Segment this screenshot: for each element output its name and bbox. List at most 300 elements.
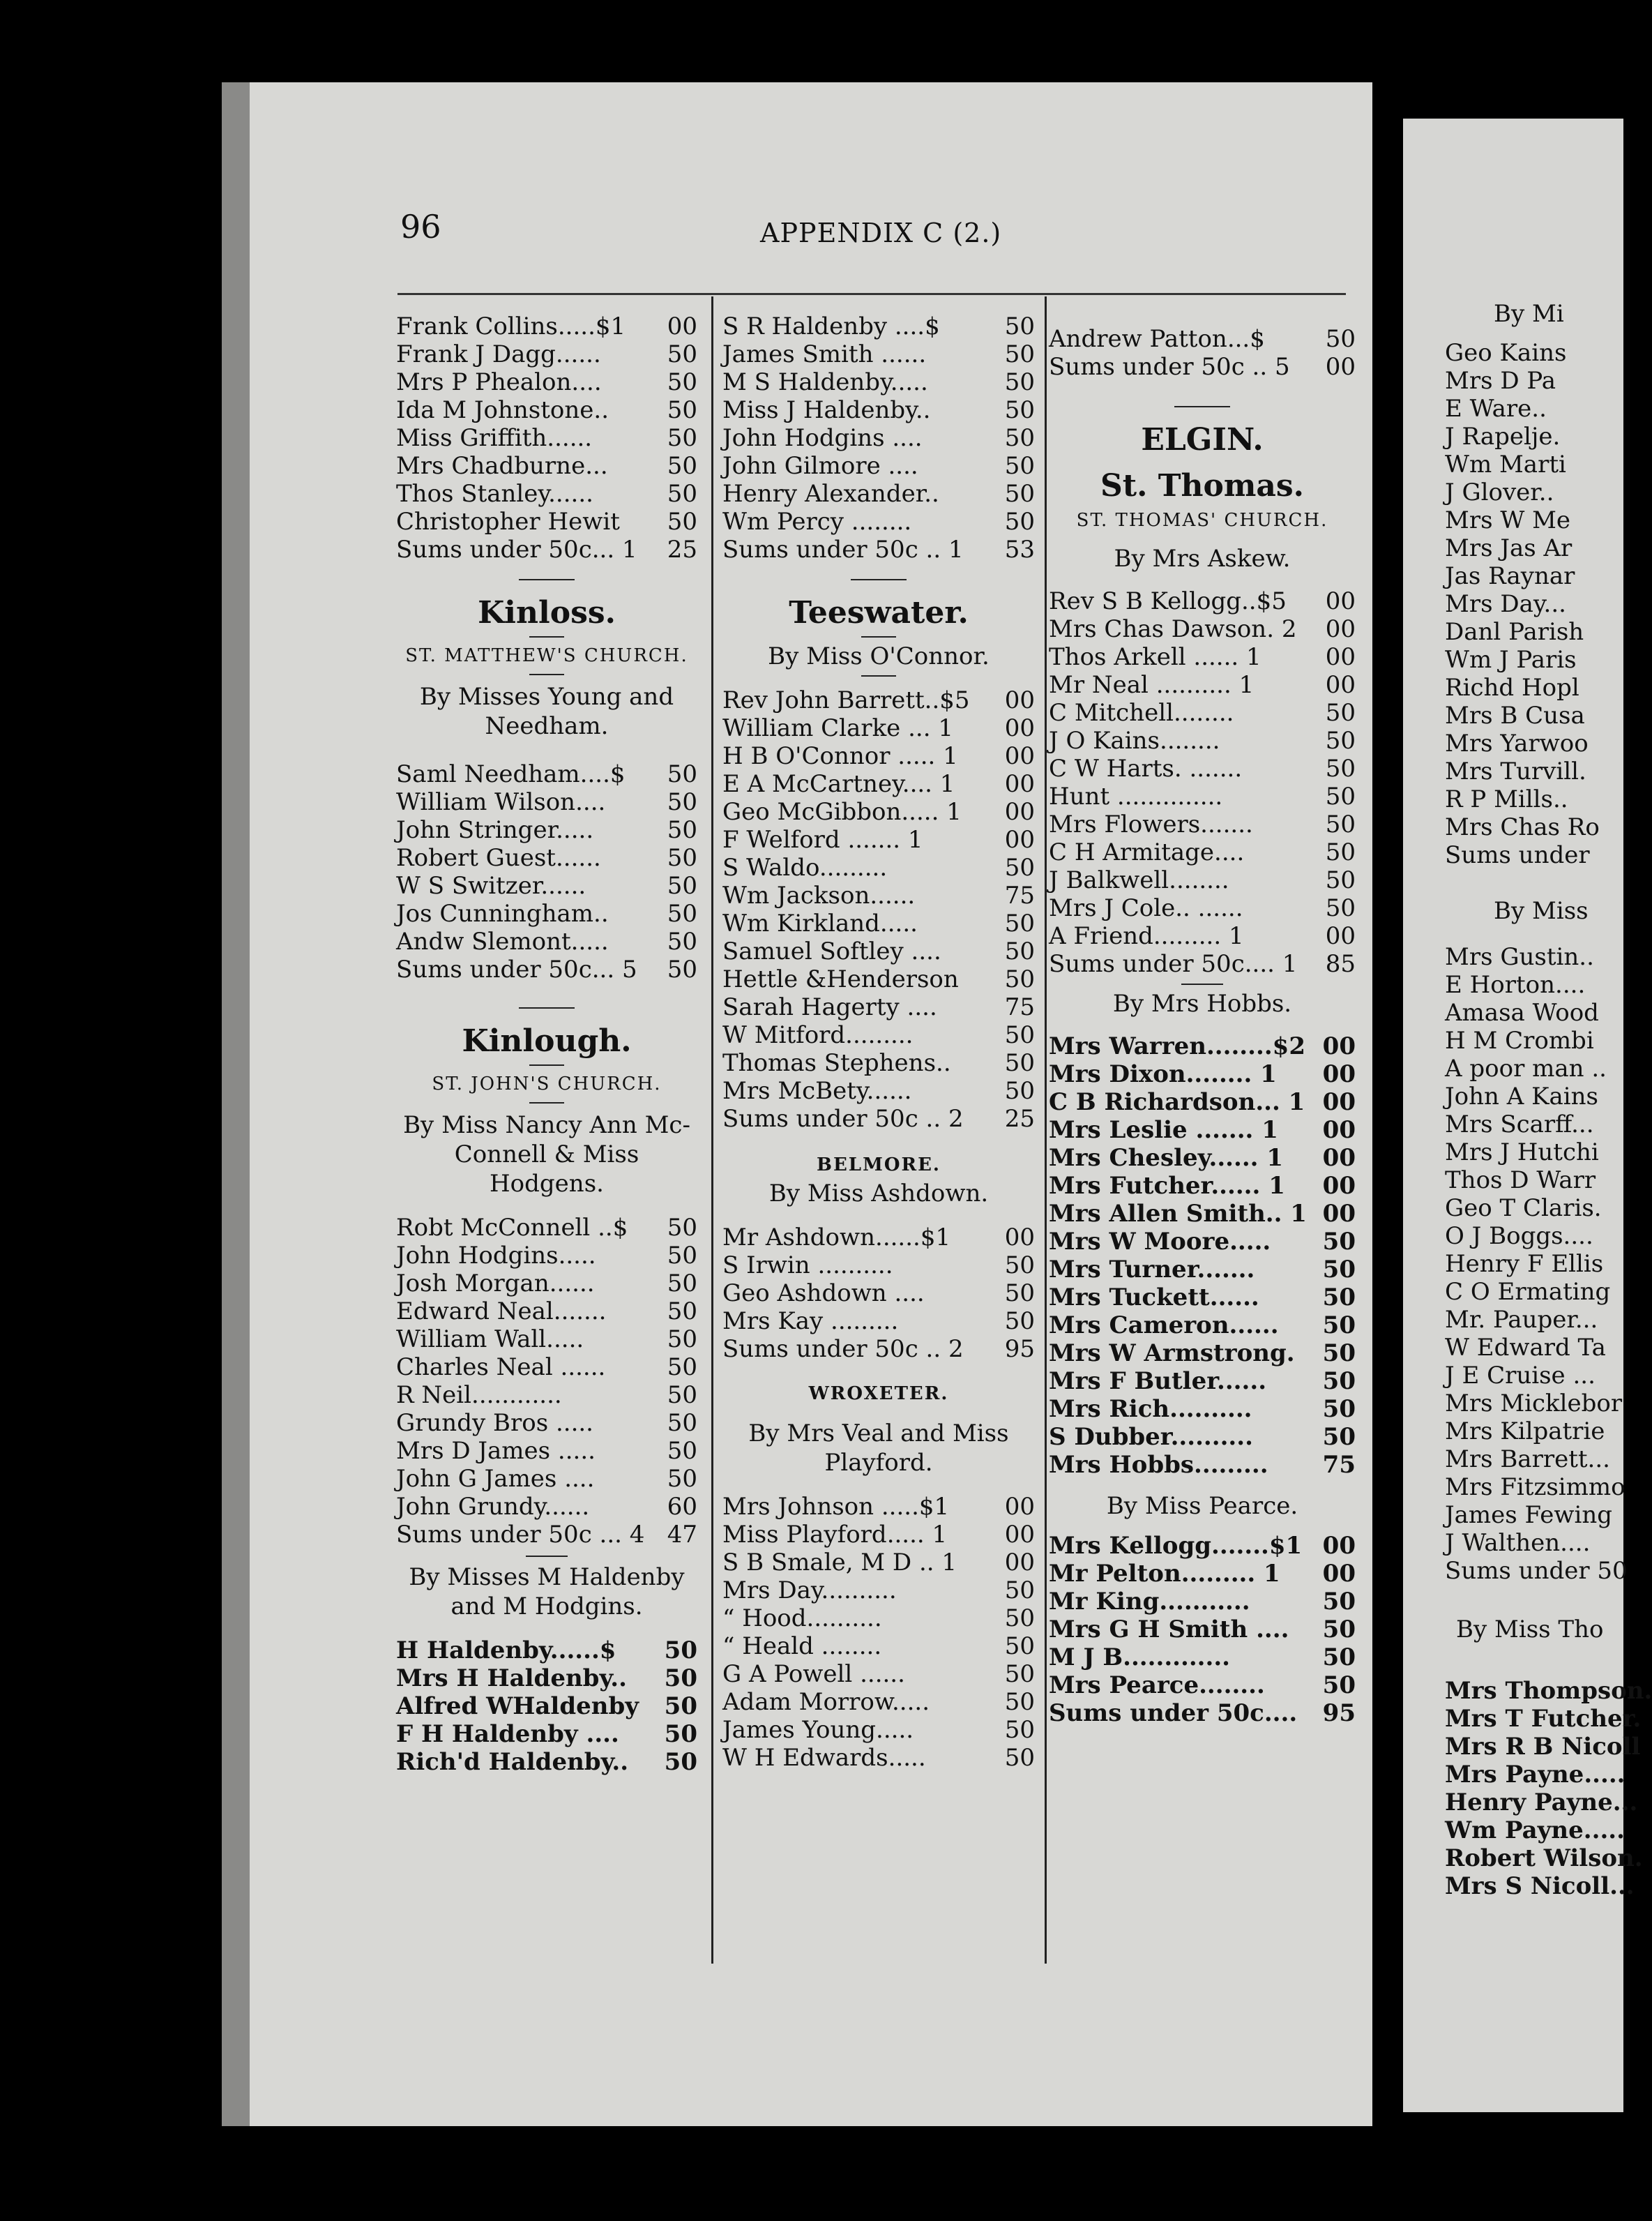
entry-amount: 50	[667, 424, 697, 452]
entry-name: R P Mills..	[1445, 785, 1568, 813]
entry-name: Mrs Warren........$2	[1049, 1032, 1305, 1060]
entry-name: John Stringer.....	[396, 816, 594, 844]
entry-amount: 50	[667, 956, 697, 984]
entry-amount: 50	[1325, 727, 1356, 755]
section-title: Kinlough.	[462, 1023, 632, 1059]
entry-row	[722, 368, 1035, 396]
column-1	[396, 313, 697, 1776]
entry-row	[396, 508, 697, 536]
entry-amount: 50	[1325, 838, 1356, 866]
entry-amount: 00	[1004, 1549, 1035, 1576]
entry-row	[722, 424, 1035, 452]
entry-amount: 00	[1004, 826, 1035, 854]
entry-name: “ Hood..........	[722, 1604, 882, 1632]
entry-name: Jos Cunningham..	[396, 900, 609, 928]
entry-name: Sums under 50c....	[1049, 1699, 1298, 1727]
entry-row	[396, 1748, 697, 1776]
entry-name: John A Kains	[1445, 1083, 1598, 1110]
entry-row	[1049, 950, 1356, 978]
entry-name: Mrs J Hutchi	[1445, 1138, 1599, 1166]
entry-row	[722, 1251, 1035, 1279]
entry-amount: 00	[1004, 714, 1035, 742]
entry-name: Sums under 50	[1445, 1557, 1628, 1585]
entry-name: Mrs Johnson .....$1	[722, 1493, 950, 1521]
entry-amount: 00	[1325, 615, 1356, 643]
entry-amount: 50	[1325, 325, 1356, 353]
entry-row	[396, 928, 697, 956]
entry-name: Sums under 50c .. 1	[722, 536, 964, 564]
entry-name: Mr Pelton......... 1	[1049, 1560, 1280, 1588]
entry-row	[396, 1636, 697, 1664]
entry-name: Sums under 50c ... 4	[396, 1521, 645, 1549]
entry-amount: 00	[1004, 1224, 1035, 1251]
entry-row	[396, 1353, 697, 1381]
entry-row	[1049, 1339, 1356, 1367]
section-title: St. Thomas.	[1100, 468, 1304, 504]
entry-row	[1049, 1395, 1356, 1423]
entry-row	[722, 910, 1035, 938]
entry-row	[722, 714, 1035, 742]
collector-line: By Misses Young and Needham.	[419, 683, 674, 740]
section-title: Teeswater.	[789, 595, 969, 631]
entry-name: C W Harts. .......	[1049, 755, 1243, 783]
entry-name: S Dubber..........	[1049, 1423, 1253, 1451]
entry-amount: 00	[1322, 1032, 1356, 1060]
entry-name: Thos Stanley......	[396, 480, 593, 508]
entry-name: Mrs Tuckett......	[1049, 1283, 1259, 1311]
entry-row	[1049, 615, 1356, 643]
entry-name: Mrs Gustin..	[1445, 943, 1594, 971]
entry-row	[396, 816, 697, 844]
entry-name: Jas Raynar	[1445, 562, 1575, 590]
entry-name: W Edward Ta	[1445, 1334, 1606, 1362]
entry-row	[1049, 1588, 1356, 1616]
entry-name: Mrs Scarff...	[1445, 1110, 1594, 1138]
entry-row	[396, 1465, 697, 1493]
entry-amount: 50	[1004, 1604, 1035, 1632]
entry-amount: 50	[667, 508, 697, 536]
entry-row	[1049, 1032, 1356, 1060]
entry-row	[396, 1214, 697, 1242]
entry-name: Charles Neal ......	[396, 1353, 606, 1381]
entry-name: E Ware..	[1445, 395, 1547, 423]
entry-row	[722, 1077, 1035, 1105]
entry-amount: 50	[667, 1242, 697, 1270]
entry-name: Mrs Yarwoo	[1445, 730, 1589, 758]
entry-row	[722, 798, 1035, 826]
collector-line: By Miss Tho	[1456, 1616, 1604, 1643]
entry-amount: 50	[667, 1465, 697, 1493]
entry-amount: 50	[667, 872, 697, 900]
entry-amount: 50	[1004, 1251, 1035, 1279]
entry-amount: 00	[1004, 1493, 1035, 1521]
entry-name: Mrs Flowers.......	[1049, 811, 1253, 838]
entry-name: Mrs Pearce........	[1049, 1671, 1265, 1699]
entry-amount: 00	[1322, 1060, 1356, 1088]
entry-name: J O Kains........	[1049, 727, 1220, 755]
collector-line: By Mrs Hobbs.	[1112, 990, 1292, 1018]
county-title: ELGIN.	[1141, 422, 1264, 458]
entry-name: Geo T Claris.	[1445, 1194, 1602, 1222]
entry-name: Mrs D Pa	[1445, 367, 1556, 395]
entry-amount: 50	[1004, 368, 1035, 396]
entry-name: John Grundy......	[396, 1493, 590, 1521]
entry-row	[722, 686, 1035, 714]
entry-row	[1049, 353, 1356, 381]
section-title: BELMORE.	[817, 1154, 941, 1175]
entry-row	[722, 452, 1035, 480]
entry-name: S B Smale, M D .. 1	[722, 1549, 957, 1576]
entry-amount: 00	[1325, 587, 1356, 615]
entry-row	[722, 1660, 1035, 1688]
entry-name: R Neil............	[396, 1381, 562, 1409]
entry-amount: 50	[667, 1409, 697, 1437]
entry-amount: 50	[667, 816, 697, 844]
entry-name: Mrs B Cusa	[1445, 702, 1585, 730]
entry-name: Mrs Chas Dawson. 2	[1049, 615, 1297, 643]
entry-amount: 50	[667, 1297, 697, 1325]
entry-amount: 50	[1004, 1744, 1035, 1772]
entry-row	[396, 536, 697, 564]
entry-amount: 50	[1322, 1311, 1356, 1339]
entry-name: Wm J Paris	[1445, 646, 1577, 674]
entry-amount: 50	[1004, 1049, 1035, 1077]
entry-name: W S Switzer......	[396, 872, 586, 900]
entry-row	[396, 424, 697, 452]
entry-amount: 50	[667, 1325, 697, 1353]
entry-amount: 50	[667, 1270, 697, 1297]
church-name: ST. THOMAS' CHURCH.	[1076, 510, 1328, 531]
entry-amount: 50	[1325, 755, 1356, 783]
entry-row	[1049, 1060, 1356, 1088]
entry-row	[396, 480, 697, 508]
entry-row	[1049, 811, 1356, 838]
entry-row	[1049, 922, 1356, 950]
entry-row	[1049, 1200, 1356, 1228]
entry-name: M S Haldenby.....	[722, 368, 928, 396]
entry-name: Miss Griffith......	[396, 424, 593, 452]
entry-name: Henry Alexander..	[722, 480, 939, 508]
entry-row	[722, 1716, 1035, 1744]
entry-amount: 00	[1322, 1088, 1356, 1116]
entry-row	[1049, 1671, 1356, 1699]
entry-name: Robt McConnell ..$	[396, 1214, 628, 1242]
entry-name: Josh Morgan......	[396, 1270, 595, 1297]
entry-amount: 25	[667, 536, 697, 564]
entry-name: J E Cruise ...	[1445, 1362, 1596, 1390]
entry-amount: 50	[1325, 811, 1356, 838]
entry-row	[1049, 1283, 1356, 1311]
entry-row	[396, 1521, 697, 1549]
entry-row	[396, 1437, 697, 1465]
entry-amount: 50	[1004, 1077, 1035, 1105]
entry-amount: 25	[1004, 1105, 1035, 1133]
entry-amount: 50	[1004, 1576, 1035, 1604]
entry-amount: 50	[664, 1720, 697, 1748]
entry-name: Rich'd Haldenby..	[396, 1748, 629, 1776]
entry-name: Henry F Ellis	[1445, 1250, 1604, 1278]
entry-row	[722, 770, 1035, 798]
entry-amount: 50	[1322, 1283, 1356, 1311]
column-divider	[711, 296, 713, 1964]
entry-amount: 50	[1004, 480, 1035, 508]
entry-amount: 00	[1004, 770, 1035, 798]
entry-name: Mrs R B Nicoll	[1445, 1733, 1641, 1761]
entry-name: William Wilson....	[396, 788, 606, 816]
entry-row	[1049, 587, 1356, 615]
entry-name: John Hodgins ....	[722, 424, 923, 452]
collector-line: By Miss O'Connor.	[768, 642, 990, 670]
entry-amount: 60	[667, 1493, 697, 1521]
entry-row	[1049, 1116, 1356, 1144]
entry-amount: 50	[664, 1748, 697, 1776]
entry-name: Mrs S Nicoll...	[1445, 1872, 1635, 1900]
entry-name: Mrs F Butler......	[1049, 1367, 1267, 1395]
entry-name: J Balkwell........	[1049, 866, 1229, 894]
entry-name: Samuel Softley ....	[722, 938, 941, 965]
entry-amount: 50	[1322, 1423, 1356, 1451]
entry-amount: 50	[1004, 910, 1035, 938]
entry-amount: 50	[1004, 424, 1035, 452]
entry-row	[396, 452, 697, 480]
entry-amount: 50	[1322, 1588, 1356, 1616]
entry-name: Mrs Barrett...	[1445, 1445, 1610, 1473]
entry-amount: 00	[1322, 1172, 1356, 1200]
entry-row	[722, 1279, 1035, 1307]
entry-name: Amasa Wood	[1445, 999, 1599, 1027]
entry-amount: 00	[1325, 353, 1356, 381]
entry-row	[722, 882, 1035, 910]
entry-amount: 00	[1004, 798, 1035, 826]
entry-name: John Hodgins.....	[396, 1242, 596, 1270]
entry-row	[722, 536, 1035, 564]
entry-name: O J Boggs....	[1445, 1222, 1593, 1250]
entry-row	[722, 313, 1035, 340]
entry-name: Mrs Turner.......	[1049, 1256, 1255, 1283]
entry-row	[1049, 699, 1356, 727]
entry-amount: 47	[667, 1521, 697, 1549]
entry-amount: 50	[667, 928, 697, 956]
entry-row	[722, 742, 1035, 770]
entry-name: William Wall.....	[396, 1325, 584, 1353]
entry-row	[1049, 755, 1356, 783]
entry-name: Mr Neal .......... 1	[1049, 671, 1255, 699]
entry-amount: 50	[1004, 1021, 1035, 1049]
collector-line: By Mi	[1494, 300, 1564, 328]
entry-name: Mrs Fitzsimmo	[1445, 1473, 1626, 1501]
entry-row	[1049, 1532, 1356, 1560]
entry-row	[396, 340, 697, 368]
entry-row	[722, 1521, 1035, 1549]
entry-name: Mr. Pauper...	[1445, 1306, 1598, 1334]
entry-name: Mrs W Armstrong.	[1049, 1339, 1295, 1367]
entry-row	[1049, 1088, 1356, 1116]
entry-name: S R Haldenby ....$	[722, 313, 940, 340]
entry-row	[396, 1493, 697, 1521]
collector-line: By Miss Ashdown.	[768, 1180, 989, 1207]
entry-amount: 50	[1325, 783, 1356, 811]
entry-row	[1049, 838, 1356, 866]
entry-name: Miss Playford..... 1	[722, 1521, 948, 1549]
entry-name: Mrs W Me	[1445, 506, 1571, 534]
right-page-column	[1445, 300, 1652, 1900]
entry-name: Wm Kirkland.....	[722, 910, 918, 938]
entry-row	[396, 368, 697, 396]
entry-amount: 50	[667, 760, 697, 788]
entry-row	[722, 1549, 1035, 1576]
entry-name: Mrs Futcher...... 1	[1049, 1172, 1285, 1200]
entry-row	[396, 844, 697, 872]
entry-row	[396, 1325, 697, 1353]
entry-name: J Walthen....	[1445, 1529, 1591, 1557]
entry-name: James Young.....	[722, 1716, 914, 1744]
entry-name: Andrew Patton...$	[1049, 325, 1265, 353]
entry-amount: 50	[1004, 1279, 1035, 1307]
entry-name: John Gilmore ....	[722, 452, 918, 480]
column-divider	[1045, 296, 1047, 1964]
entry-amount: 50	[1004, 508, 1035, 536]
section-title: WROXETER.	[808, 1383, 949, 1404]
entry-row	[1049, 1699, 1356, 1727]
entry-name: Mr Ashdown......$1	[722, 1224, 951, 1251]
entry-row	[722, 480, 1035, 508]
entry-amount: 50	[1004, 1716, 1035, 1744]
entry-name: Mrs Chas Ro	[1445, 813, 1600, 841]
entry-name: G A Powell ......	[722, 1660, 905, 1688]
column-3	[1049, 325, 1356, 1727]
entry-row	[1049, 1560, 1356, 1588]
entry-amount: 00	[1004, 686, 1035, 714]
entry-name: E A McCartney.... 1	[722, 770, 955, 798]
collector-line: By Miss	[1494, 897, 1589, 925]
entry-row	[722, 1049, 1035, 1077]
entry-name: Robert Wilson.	[1445, 1844, 1643, 1872]
entry-name: Mrs J Cole.. ......	[1049, 894, 1243, 922]
entry-amount: 50	[1004, 396, 1035, 424]
entry-name: Sarah Hagerty ....	[722, 993, 937, 1021]
entry-name: Mrs Leslie ....... 1	[1049, 1116, 1278, 1144]
entry-row	[722, 1744, 1035, 1772]
section-title: Kinloss.	[478, 595, 616, 631]
entry-name: Geo McGibbon..... 1	[722, 798, 962, 826]
entry-row	[722, 1307, 1035, 1335]
entry-name: Mr King...........	[1049, 1588, 1250, 1616]
entry-name: Rev S B Kellogg..$5	[1049, 587, 1287, 615]
entry-amount: 50	[1322, 1643, 1356, 1671]
entry-name: Mrs Cameron......	[1049, 1311, 1279, 1339]
entry-row	[396, 1720, 697, 1748]
entry-name: Sums under 50c.... 1	[1049, 950, 1298, 978]
entry-name: Frank Collins.....$1	[396, 313, 626, 340]
entry-row	[396, 1242, 697, 1270]
entry-row	[396, 760, 697, 788]
entry-amount: 00	[1322, 1144, 1356, 1172]
entry-name: F H Haldenby ....	[396, 1720, 619, 1748]
entry-row	[1049, 325, 1356, 353]
entry-name: Robert Guest......	[396, 844, 601, 872]
entry-name: Mrs W Moore.....	[1049, 1228, 1271, 1256]
entry-amount: 75	[1322, 1451, 1356, 1479]
entry-name: H M Crombi	[1445, 1027, 1594, 1055]
entry-row	[396, 1270, 697, 1297]
entry-name: J Rapelje.	[1445, 423, 1561, 451]
entry-row	[396, 1297, 697, 1325]
entry-row	[722, 1632, 1035, 1660]
entry-row	[1049, 643, 1356, 671]
entry-name: Sums under 50c... 5	[396, 956, 637, 984]
entry-name: Hettle &Henderson	[722, 965, 959, 993]
entry-name: A Friend......... 1	[1049, 922, 1244, 950]
entry-name: Sums under	[1445, 841, 1590, 869]
entry-row	[722, 938, 1035, 965]
entry-row	[1049, 727, 1356, 755]
entry-amount: 75	[1004, 993, 1035, 1021]
church-name: ST. MATTHEW'S CHURCH.	[405, 645, 688, 666]
entry-row	[1049, 1643, 1356, 1671]
entry-amount: 50	[1004, 313, 1035, 340]
entry-amount: 50	[1325, 866, 1356, 894]
entry-amount: 50	[1004, 452, 1035, 480]
entry-name: Geo Ashdown ....	[722, 1279, 925, 1307]
entry-name: C O Ermating	[1445, 1278, 1611, 1306]
entry-row	[396, 956, 697, 984]
entry-name: E Horton....	[1445, 971, 1586, 999]
entry-name: J Glover..	[1445, 479, 1554, 506]
entry-name: Mrs G H Smith ....	[1049, 1616, 1289, 1643]
entry-row	[722, 1105, 1035, 1133]
entry-row	[722, 1688, 1035, 1716]
entry-row	[722, 1493, 1035, 1521]
entry-row	[722, 854, 1035, 882]
page-number: 96	[400, 208, 441, 246]
entry-name: Mrs T Futcher.	[1445, 1705, 1642, 1733]
entry-name: Richd Hopl	[1445, 674, 1579, 702]
entry-name: Wm Jackson......	[722, 882, 916, 910]
entry-name: Rev John Barrett..$5	[722, 686, 970, 714]
entry-name: James Fewing	[1445, 1501, 1613, 1529]
entry-name: Ida M Johnstone..	[396, 396, 609, 424]
entry-name: Mrs Kilpatrie	[1445, 1417, 1605, 1445]
entry-amount: 50	[1004, 1307, 1035, 1335]
entry-amount: 50	[1004, 965, 1035, 993]
entry-amount: 50	[667, 1214, 697, 1242]
entry-amount: 50	[1322, 1616, 1356, 1643]
entry-name: Wm Payne.....	[1445, 1816, 1625, 1844]
entry-name: Sums under 50c .. 5	[1049, 353, 1290, 381]
entry-amount: 50	[664, 1636, 697, 1664]
entry-name: Mrs Turvill.	[1445, 758, 1586, 785]
entry-row	[722, 1224, 1035, 1251]
entry-name: Sums under 50c .. 2	[722, 1105, 964, 1133]
entry-amount: 50	[1004, 1632, 1035, 1660]
entry-row	[722, 396, 1035, 424]
entry-name: M J B.............	[1049, 1643, 1231, 1671]
column-2	[722, 313, 1035, 1772]
entry-name: Wm Percy ........	[722, 508, 912, 536]
entry-name: Miss J Haldenby..	[722, 396, 931, 424]
entry-amount: 00	[1325, 643, 1356, 671]
entry-name: Mrs Micklebor	[1445, 1390, 1623, 1417]
entry-row	[1049, 1423, 1356, 1451]
entry-row	[396, 1692, 697, 1720]
entry-amount: 00	[1322, 1116, 1356, 1144]
entry-name: Mrs H Haldenby..	[396, 1664, 627, 1692]
entry-name: Mrs Kellogg.......$1	[1049, 1532, 1303, 1560]
entry-row	[1049, 1228, 1356, 1256]
entry-row	[396, 313, 697, 340]
header-rule	[397, 293, 1346, 295]
entry-name: Mrs Day..........	[722, 1576, 897, 1604]
